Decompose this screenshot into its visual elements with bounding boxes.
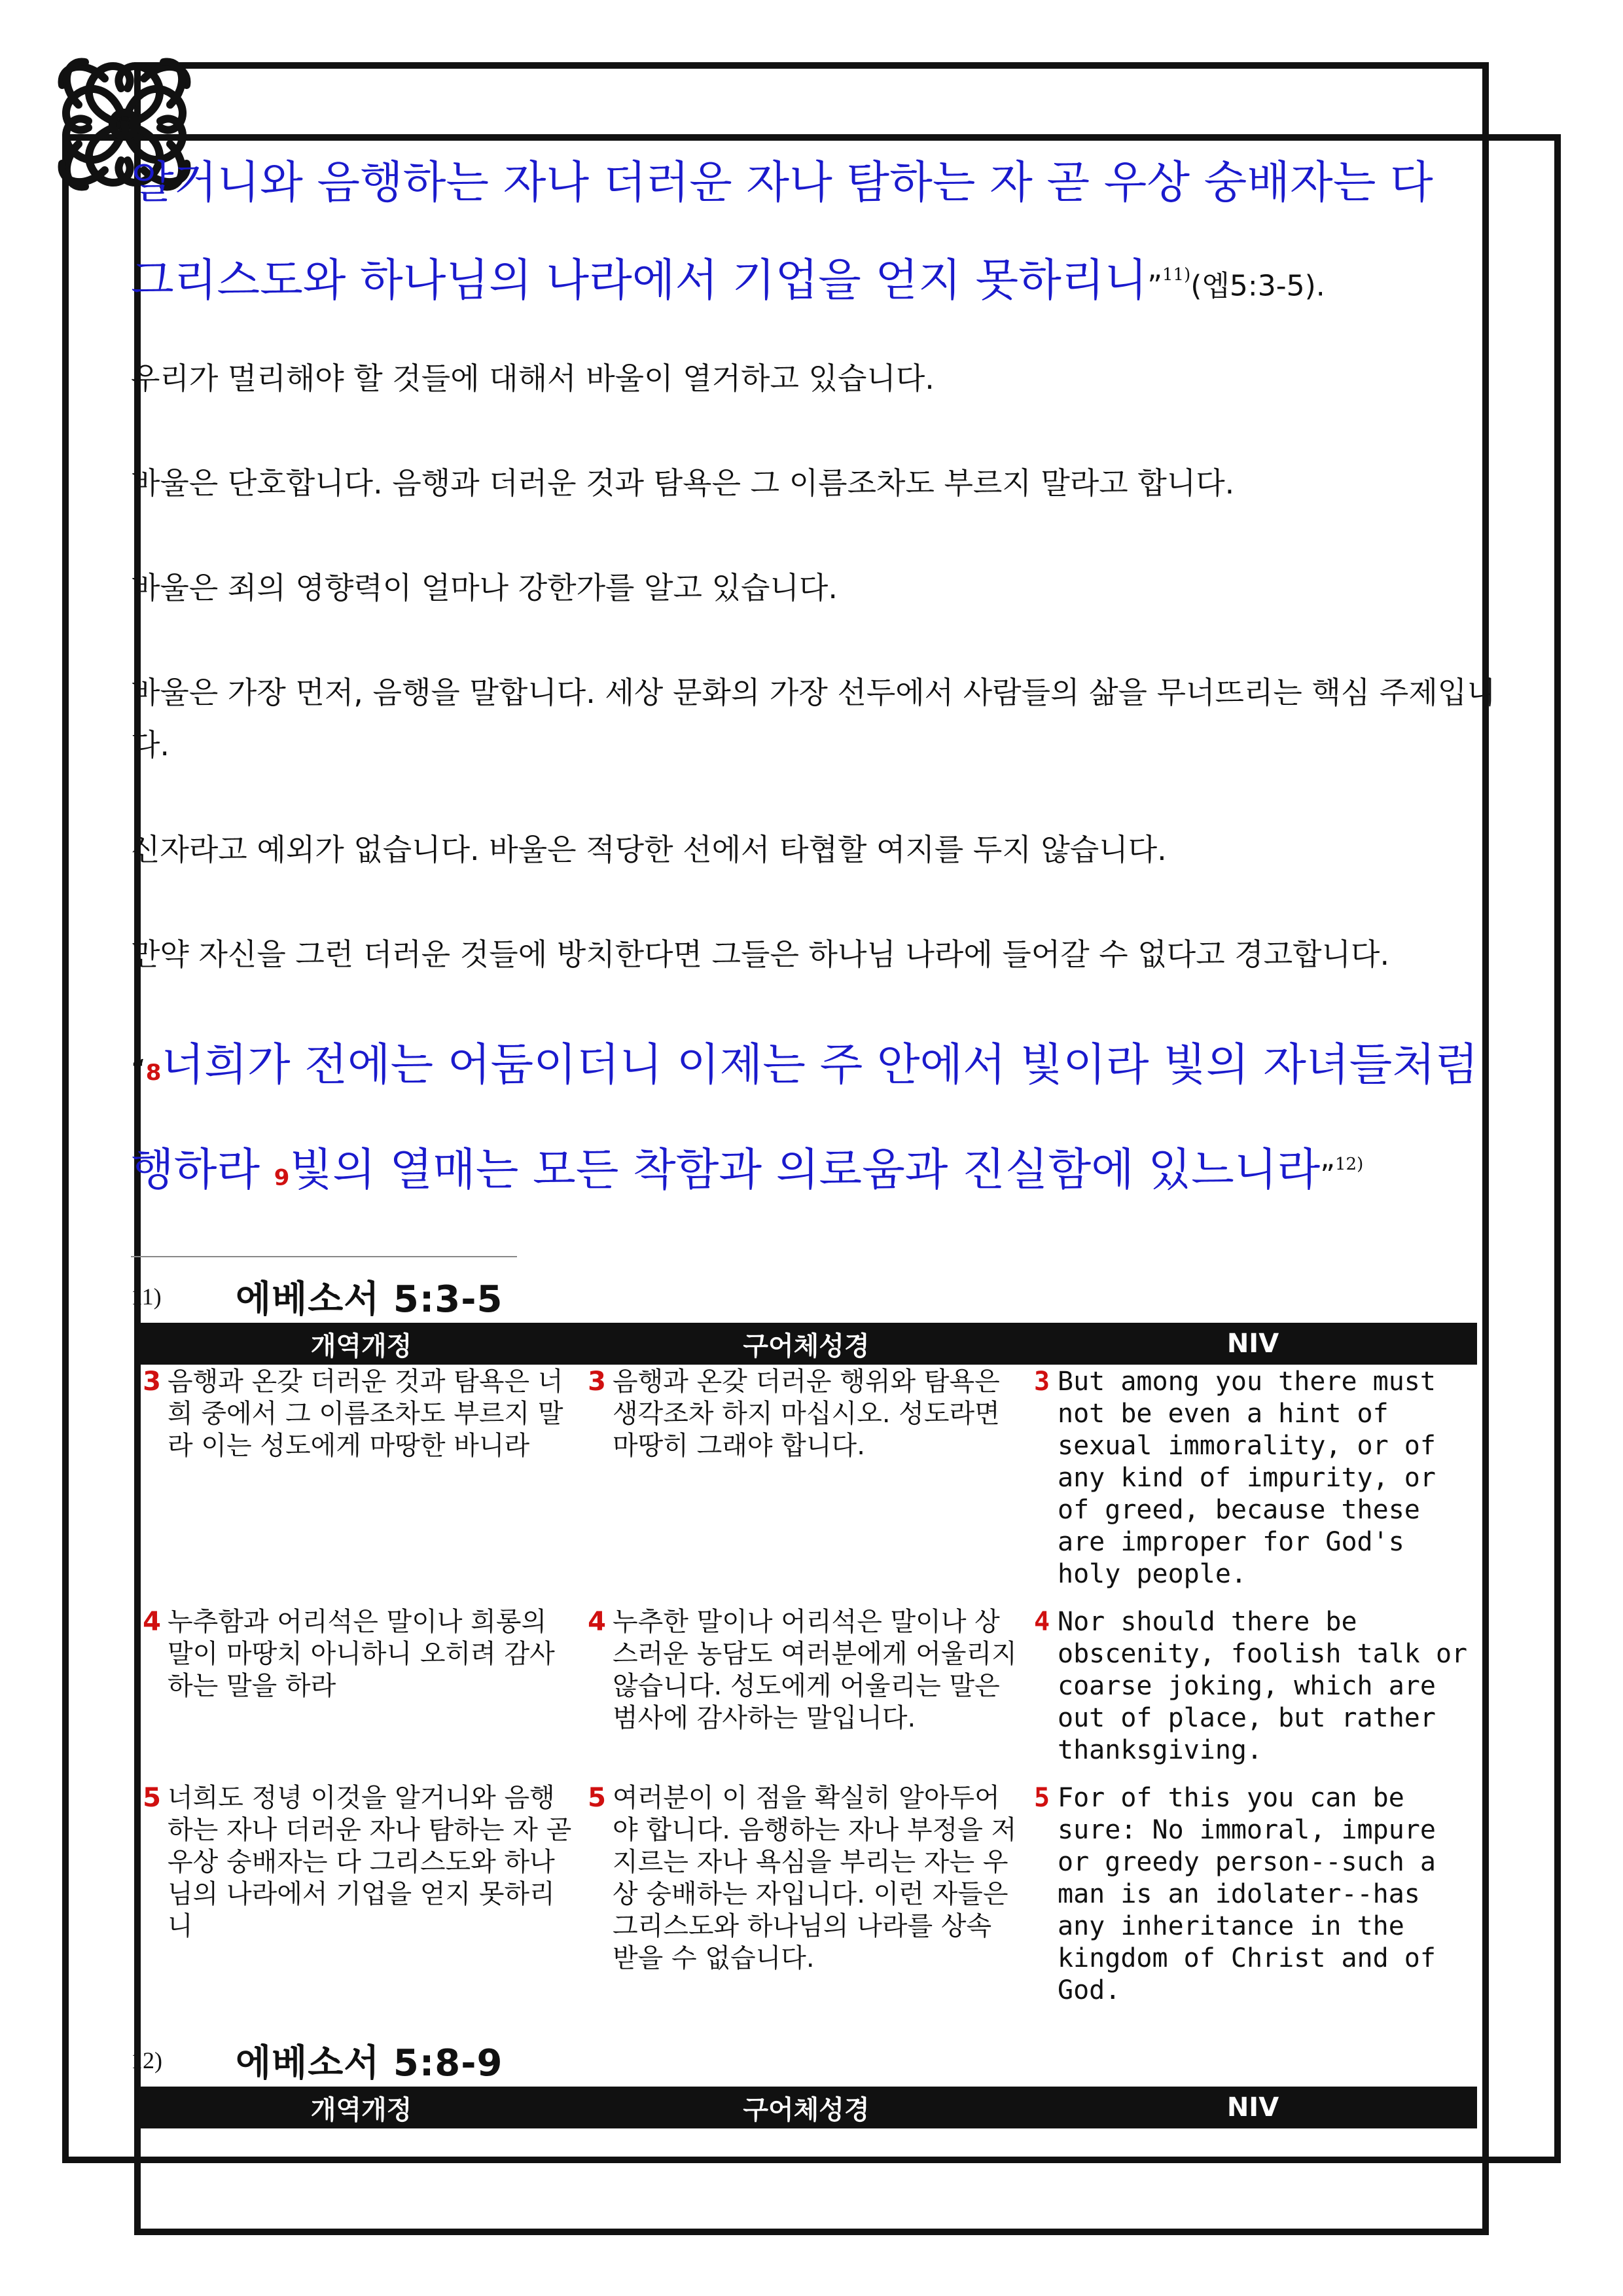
verse-number: 3 xyxy=(588,1367,606,1397)
column-header: 구어체성경 xyxy=(584,2087,1029,2128)
table-cell xyxy=(139,1365,584,1605)
verse-number: 4 xyxy=(143,1607,161,1638)
table-header-row xyxy=(139,2087,1477,2128)
verse-quote-top xyxy=(131,137,1499,332)
footnote-number: 11) xyxy=(131,1283,162,1310)
cell-text: 음행과 온갖 더러운 행위와 탐욕은 생각조차 하지 마십시오. 성도라면 마땅히 그래야 합니다. xyxy=(613,1367,1000,1462)
table-row xyxy=(139,1781,1477,2021)
footnote-mark: 11) xyxy=(1162,265,1191,285)
verse-text: 빛의 열매는 모든 착함과 의로움과 진실함에 있느니라 xyxy=(289,1144,1321,1196)
cell-text: 누추한 말이나 어리석은 말이나 상스러운 농담도 여러분에게 어울리지 않습니다. 성도에게 어울리는 말은 범사에 감사하는 말입니다. xyxy=(613,1607,1017,1734)
verse-number: 8 xyxy=(145,1059,162,1086)
table-cell xyxy=(584,1365,1029,1605)
cell-text: But among you there must not be even a hint of sexual immorality, or of any kind of impurity, or of greed, because these are improper for God's holy people. xyxy=(1058,1367,1436,1590)
verse-line: 알거니와 음행하는 자나 더러운 자나 탐하는 자 곧 우상 숭배자는 다 xyxy=(131,157,1433,209)
cell-text: 여러분이 이 점을 확실히 알아두어야 합니다. 음행하는 자나 부정을 저지르는 자나 욕심을 부리는 자는 우상 숭배하는 자입니다. 이런 자들은 그리스도와 하나님의 나라를 상속 받을 수 없습니다. xyxy=(613,1783,1017,1974)
footnote-heading xyxy=(131,1270,1499,1323)
footnote-title: 에베소서 5:8-9 xyxy=(236,2042,503,2085)
verse-number: 3 xyxy=(143,1367,161,1397)
column-header: NIV xyxy=(1029,1323,1477,1365)
verse-number: 3 xyxy=(1033,1367,1050,1397)
verse-line xyxy=(131,229,1499,332)
footnote-heading xyxy=(131,2034,1499,2087)
paragraph: 바울은 가장 먼저, 음행을 말합니다. 세상 문화의 가장 선두에서 사람들의 삶을 무너뜨리는 핵심 주제입니다. xyxy=(131,674,1496,762)
verse-number: 5 xyxy=(588,1783,606,1814)
column-header: 개역개정 xyxy=(139,1323,584,1365)
table-cell xyxy=(1029,1605,1477,1781)
cell-text: For of this you can be sure: No immoral, impure or greedy person--such a man is an idolater--has any inheritance in the kingdom of Christ and of God. xyxy=(1058,1783,1436,2006)
column-header: NIV xyxy=(1029,2087,1477,2128)
verse-text: 너희가 전에는 어둠이더니 이제는 주 안에서 빛이라 빛의 자녀들처럼 xyxy=(161,1039,1478,1091)
table-row xyxy=(139,1605,1477,1781)
paragraph: 바울은 단호합니다. 음행과 더러운 것과 탐욕은 그 이름조차도 부르지 말라고 합니다. xyxy=(131,465,1235,501)
column-header: 개역개정 xyxy=(139,2087,584,2128)
footnote-divider xyxy=(131,1256,517,1257)
column-header: 구어체성경 xyxy=(584,1323,1029,1365)
table-cell xyxy=(584,1605,1029,1781)
verse-number: 5 xyxy=(1033,1783,1050,1814)
table-cell xyxy=(139,1605,584,1781)
table-row xyxy=(139,1365,1477,1605)
verse-text: 그리스도와 하나님의 나라에서 기업을 얻지 못하리니 xyxy=(131,255,1148,307)
verse-number: 5 xyxy=(143,1783,161,1814)
paragraph: 만약 자신을 그런 더러운 것들에 방치한다면 그들은 하나님 나라에 들어갈 수 없다고 경고합니다. xyxy=(131,936,1390,972)
footnote-mark: 12) xyxy=(1335,1154,1364,1174)
verse-number: 4 xyxy=(588,1607,606,1638)
footnote-title: 에베소서 5:3-5 xyxy=(236,1278,503,1321)
cell-text: 음행과 온갖 더러운 것과 탐욕은 너희 중에서 그 이름조차도 부르지 말라 이는 성도에게 마땅한 바니라 xyxy=(168,1367,563,1462)
table-cell xyxy=(1029,1781,1477,2021)
table-cell xyxy=(1029,1365,1477,1605)
verse-text: 행하라 xyxy=(131,1144,260,1196)
verse-line xyxy=(131,1020,1499,1119)
verse-reference: (엡5:3-5). xyxy=(1190,269,1325,303)
close-quote: ” xyxy=(1320,1158,1336,1193)
cell-text: 누추함과 어리석은 말이나 희롱의 말이 마땅치 아니하니 오히려 감사하는 말을 하라 xyxy=(168,1607,555,1702)
cell-text: 너희도 정녕 이것을 알거니와 음행하는 자나 더러운 자나 탐하는 자 곧 우상 숭배자는 다 그리스도와 하나님의 나라에서 기업을 얻지 못하리니 xyxy=(168,1783,572,1942)
footnote-number: 12) xyxy=(131,2047,162,2074)
table-header-row xyxy=(139,1323,1477,1365)
table-cell xyxy=(139,1781,584,2021)
translation-comparison-table xyxy=(139,2087,1477,2128)
verse-quote-bottom xyxy=(131,1020,1499,1224)
verse-number: 9 xyxy=(274,1164,290,1191)
verse-line xyxy=(131,1119,1499,1224)
paragraph: 우리가 멀리해야 할 것들에 대해서 바울이 열거하고 있습니다. xyxy=(131,360,935,396)
close-quote: ” xyxy=(1147,269,1163,303)
translation-comparison-table xyxy=(139,1323,1477,2021)
verse-number: 4 xyxy=(1033,1607,1050,1638)
page-content xyxy=(131,137,1499,2128)
paragraph: 바울은 죄의 영향력이 얼마나 강한가를 알고 있습니다. xyxy=(131,569,838,605)
paragraph: 신자라고 예외가 없습니다. 바울은 적당한 선에서 타협할 여지를 두지 않습니다. xyxy=(131,831,1167,867)
cell-text: Nor should there be obscenity, foolish talk or coarse joking, which are out of place, but rather thanksgiving. xyxy=(1058,1607,1468,1766)
open-quote: “ xyxy=(131,1053,146,1087)
table-cell xyxy=(584,1781,1029,2021)
